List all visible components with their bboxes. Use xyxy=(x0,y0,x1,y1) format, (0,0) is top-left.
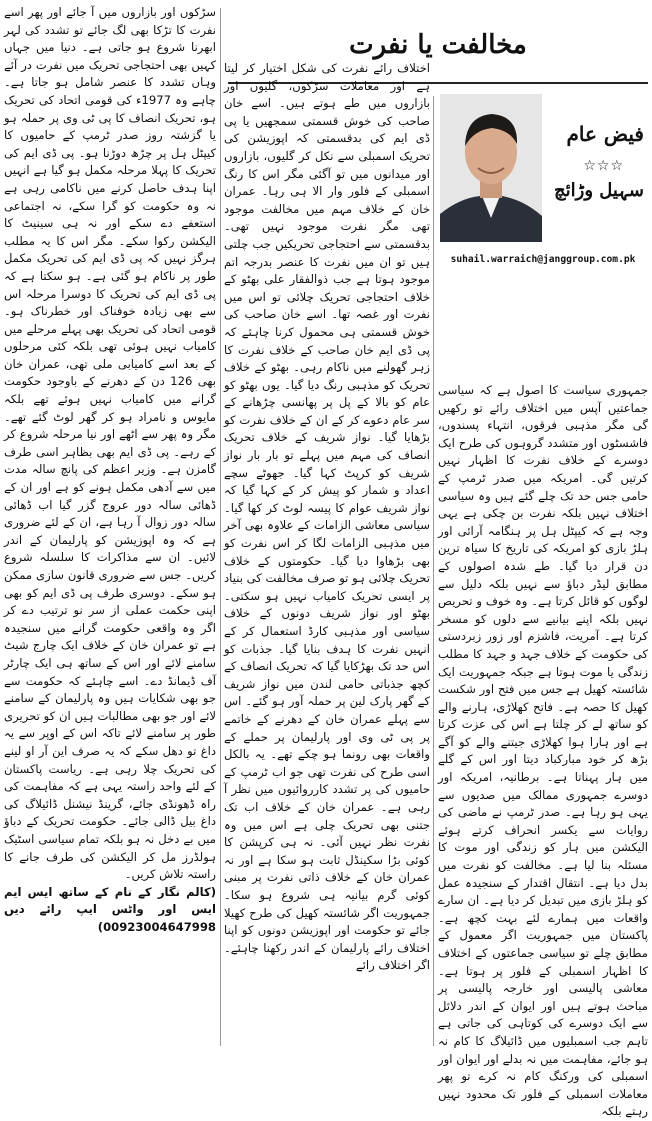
author-portrait xyxy=(440,94,542,242)
column-text: اختلاف رائے نفرت کی شکل اختیار کر لیتا ہے اور معاملات سڑکوں، گلیوں اور بازاروں میں طے ہوتے ہیں۔ اسے خان صاحب کی خوش قسمتی سمجھیں یا پی ڈی ایم کی بدقسمتی کہ اپوزیشن کی تحریک اسمبلی سے نکل کر گلیوں، بازاروں اور میدانوں میں تو آگئی مگر اس کا رنگ اسمبلی کے فلور وار الا ہی رہا۔ عمران خان کے خلاف مہم میں مخالفت موجود تھی مگر نفرت موجود نہیں تھی۔ بدقسمتی سے احتجاجی تحریکیں جب چلتی ہیں تو ان میں نفرت کا عنصر بدرجہ اتم موجود ہوتا ہے جب ذوالفقار علی بھٹو کے خلاف احتجاجی تحریک چلائی تو اس میں نفرت اور غصہ تھا۔ اسے خان صاحب کی خوش قسمتی ہی محمول کرنا چاہئے کہ پی ڈی ایم خان صاحب کے خلاف نفرت کا زہر گھولنے میں ناکام رہی۔ بھٹو کے خلاف تحریک کو مذہبی رنگ دیا گیا۔ یوں بھٹو کو عام کو بالا کے پل پر پھانسی چڑھانے کے سر عام دعوے کر کے ان کے خلاف نفرت کو بڑھایا گیا۔ نواز شریف کے خلاف تحریک انصاف کی مہم میں پہلے تو بار بار نواز شریف کو کرپٹ کہا گیا۔ جھوٹے سچے اعداد و شمار کو پیش کر کے کہا گیا کہ نواز شریف عوام کا پیسہ لوٹ کر کھا گیا۔ سیاسی معاشی الزامات کے علاوہ بھی آخر میں مذہبی الزامات لگا کر اس نفرت کو بھی بڑھاوا دیا گیا۔ حکومتوں کے خلاف تحریک چلائی ہو تو صرف مخالفت کی بنیاد پر ایسی تحریک کامیاب نہیں ہو سکتی۔ بھٹو اور نواز شریف دونوں کے خلاف سیاسی اور مذہبی کارڈ استعمال کر کے انہیں نفرت کا ہدف بنایا گیا۔ جذبات کو اس حد تک بھڑکایا گیا کہ تحریک انصاف کے کچھ جذباتی حامی لندن میں نواز شریف کے گھر پارک لین پر حملہ آور ہو گئے۔ اس سے پہلے عمران خان کے دھرنے کے خاتمے پر پی ٹی وی اور پارلیمان پر حملے کے واقعات بھی رونما ہو چکے تھے۔ یہ بالکل اسی طرح کی نفرت تھی جو اب ٹرمپ کے حامیوں کی پر تشدد کارروائیوں میں نظر آ رہی ہے۔ عمران خان کے خلاف اب تک جتنی بھی تحریک چلی ہے اس میں وہ نفرت نظر نہیں آئی۔ نہ ہی کرپشن کا کوئی بڑا سکینڈل ثابت ہو سکا ہے اور نہ عمران خان کے خلاف ذاتی نفرت پر مبنی کوئی گرم بیانیہ ہی شروع ہو سکا۔ جمہوریت اگر شائستہ کھیل کی طرح کھیلا جائے تو حکومت اور اپوزیشن دونوں کو اپنا اختلاف رائے پارلیمان کے اندر رکھنا چاہئے۔ اگر اختلاف رائے xyxy=(224,61,430,973)
column-text: سڑکوں اور بازاروں میں آ جائے اور پھر اسے نفرت کا تڑکا بھی لگ جائے تو تشدد کی لہر ابھرنا شروع ہو جاتی ہے۔ دنیا میں جہاں کہیں بھی احتجاجی تحریک میں نفرت در آئے وہاں تشدد کا عنصر شامل ہو جاتا ہے۔ چاہے وہ 1977ء کی قومی اتحاد کی تحریک ہو، تحریک انصاف کا پی ٹی وی پر حملہ ہو یا گزشتہ روز صدر ٹرمپ کے حامیوں کا کیپٹل ہل پر چڑھ دوڑنا ہو۔ پی ڈی ایم کی تحریک کا پہلا مرحلہ مکمل ہو گیا ہے انہیں اپنا ہدف حاصل کرنے میں ناکامی رہی ہے نہ وہ حکومت کو گرا سکے، نہ اجتماعی استعفے دے سکے اور نہ ہی سینیٹ کا الیکشن رکوا سکے۔ مگر اس کا یہ مطلب ہرگز نہیں کہ پی ڈی ایم کی تحریک مکمل طور پر ناکام ہو گئی ہے۔ ہو سکتا ہے کہ پی ڈی ایم کی تحریک کا دوسرا مرحلہ اس سے بھی زیادہ خوفناک اور خطرناک ہو۔ قومی اتحاد کی تحریک بھی پہلے مرحلے میں کامیاب نہیں ہوئی تھی بلکہ کئی مرحلوں کے بعد اسے کامیابی ملی تھی، عمران خان بھی 126 دن کے دھرنے کے باوجود حکومت گرانے میں کامیاب نہیں ہوئے تھے بلکہ مایوس و نامراد ہو کر گھر لوٹ گئے تھے۔ مگر وہ پھر سے اٹھے اور نیا مرحلہ شروع کر کے رہے۔ پی ڈی ایم بھی بظاہر اسی طرف گامزن ہے۔ وزیر اعظم کی پانچ سالہ مدت میں سے آدھی مکمل ہونے کو ہے اور ان کے ڈھائی سالہ دور عروج گزر گیا اب ڈھائی سالہ دور زوال آ رہا ہے، ان کے لئے ضروری ہے کہ وہ اپوزیشن کو پارلیمان کے اندر لائیں۔ ان سے مذاکرات کا سلسلہ شروع کریں۔ جس سے ضروری قانون سازی ممکن ہو سکے۔ دوسری طرف پی ڈی ایم کو بھی اپنی حکمت عملی از سر نو ترتیب دے کر اگر وہ واقعی حکومت گرانے میں سنجیدہ ہے تو عمران خان کے خلاف ایک چارج شیٹ سامنے لائے اور اس کے ساتھ ہی ایک چارٹر آف ڈیمانڈ دے۔ اسے چاہئے کہ حکومت سے جو بھی شکایات ہیں وہ پارلیمان کے سامنے لائے اور جو بھی مطالبات ہیں ان کو تحریری طور پر سامنے لائے تاکہ اس کے اوپر سے یہ داغ تو دھل سکے کہ یہ صرف این آر او لینے کی تحریک چلا رہی ہے۔ ریاست پاکستان کے لئے واحد راستہ یہی ہے کہ مفاہمت کی راہ ڈھونڈی جائے، گرینڈ نیشنل ڈائیلاگ کی داغ بیل ڈالی جائے۔ حکومت تحریک کے دباؤ میں بے دخل نہ ہو بلکہ تمام سیاسی اسٹیک ہولڈرز مل کر الیکشن کی طرف جانے کا راستہ تلاش کریں۔ xyxy=(4,5,216,882)
author-email: suhail.warraich@janggroup.com.pk xyxy=(450,254,636,265)
column-divider xyxy=(220,8,221,1046)
article-column-right xyxy=(438,382,648,1119)
column-divider xyxy=(433,96,434,1046)
author-byline xyxy=(438,88,648,358)
article-title: مخالفت یا نفرت xyxy=(349,30,527,60)
author-name: سہیل وڑائچ xyxy=(554,180,644,201)
article-column-middle xyxy=(224,60,430,1047)
column-text: جمہوری سیاست کا اصول ہے کہ سیاسی جماعتیں آپس میں اختلاف رائے تو رکھیں گی مگر مذہبی فرقوں، انتہاء پسندوں، فاشسٹوں اور متشدد گروہوں کی طرح ایک دوسرے کے خلاف نفرت کا اظہار نہیں کرتیں گی۔ امریکہ میں صدر ٹرمپ کے حامی جس حد تک چلے گئے ہیں وہ سیاسی اختلاف نہیں بلکہ نفرت بن چکی ہے یہی وجہ ہے کہ کیپٹل ہل پر ہنگامہ آرائی اور ہلڑ بازی کو امریکہ کی تاریخ کا سیاہ ترین دن قرار دیا گیا۔ طے شدہ اصولوں کے مطابق لیڈر دباؤ سے نہیں بلکہ دلیل سے لوگوں کو قائل کرتا ہے۔ وہ خوف و تحریص نہیں بلکہ اپنے بیانیے سے دلوں کو مسخر کرتا ہے۔ آمریت، فاشزم اور زور زبردستی کی حکومت کے خلاف جہد و جہد کا مطلب زندگی یا موت ہوتا ہے جبکہ جمہوریت ایک شائستہ کھیل ہے جس میں فتح اور شکست کھیل کا حصہ ہے۔ فاتح کھلاڑی، ہارنے والے کو ساتھ لے کر چلتا ہے اس کی عزت کرتا ہے اور ہارا ہوا کھلاڑی جیتنے والے کو آگے بڑھ کر خود مبارکباد دیتا اور اس کے گلے میں ہار پہناتا ہے۔ برطانیہ، امریکہ اور دوسرے جمہوری ممالک میں صدیوں سے یہی ہو رہا ہے۔ صدر ٹرمپ نے ماضی کی روایات سے یکسر انحراف کرتے ہوئے الیکشن میں ہار کو زندگی اور موت کا مسئلہ بنا لیا ہے۔ مخالفت کو نفرت میں بدل دیا ہے۔ انتقال اقتدار کے سنجیدہ عمل کو ہلڑ بازی میں تبدیل کر دیا ہے۔ ان سارے واقعات میں ہمارے لئے بہت کچھ ہے۔ پاکستان میں جمہوریت اگر معمول کے مطابق چلے تو سیاسی جماعتوں کے اختلاف کا اظہار اسمبلی کے فلور پر ہوتا ہے۔ معاشی پالیسی اور خارجہ پالیسی پر مباحث ہوتے ہیں اور ایوان کے اندر دلائل سے ایک دوسرے کی کوتاہی کی جاتی ہے تاہم جب اسمبلیوں میں ڈائیلاگ کا کام نہ ہو جائے، مفاہمت میں نہ بدلے اور ایوان اور اسمبلی کی ورکنگ کام نہ کرے تو پھر معاملات اسمبلی کے فلور تک محدود نہیں رہتے بلکہ xyxy=(438,383,648,1119)
article-column-left xyxy=(4,4,216,1047)
stars-icon: ☆☆☆ xyxy=(583,158,624,174)
column-name: فیض عام xyxy=(566,122,644,146)
contact-signoff: (کالم نگار کے نام کے ساتھ ایس ایم ایس اور واٹس ایپ رائے دیں 00923004647998) xyxy=(4,884,216,934)
